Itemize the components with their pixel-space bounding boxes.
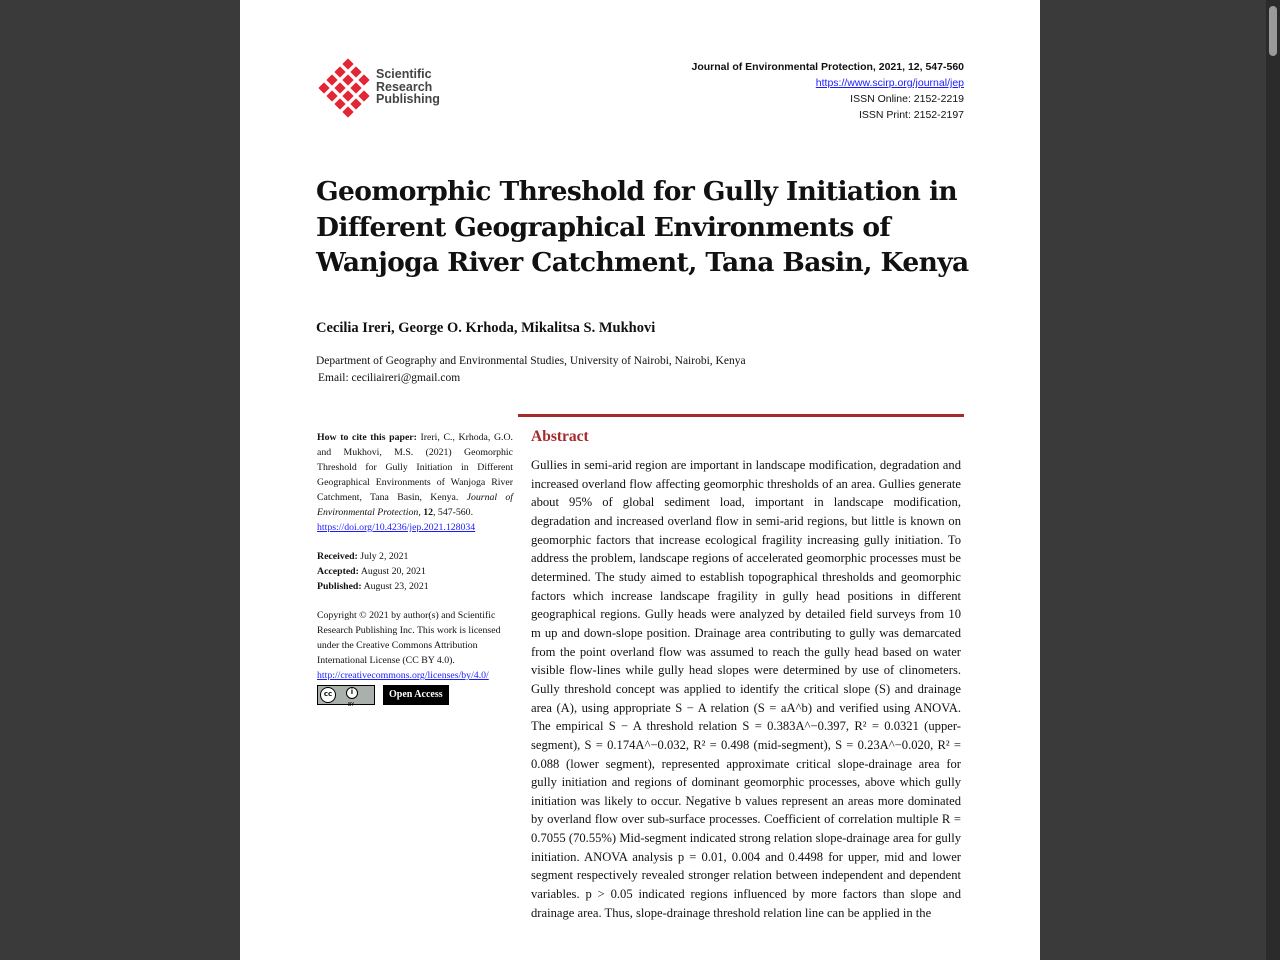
publisher-name-line: Research <box>376 79 433 94</box>
author-email: Email: ceciliaireri@gmail.com <box>318 372 461 384</box>
open-access-badge: Open Access <box>383 685 449 705</box>
abstract-heading: Abstract <box>531 428 589 445</box>
by-label: BY <box>348 702 355 708</box>
vertical-scrollbar[interactable] <box>1266 0 1280 960</box>
license-link[interactable]: http://creativecommons.org/licenses/by/4.0/ <box>317 670 489 681</box>
accepted-value: August 20, 2021 <box>360 566 426 577</box>
pdf-page <box>240 0 1040 960</box>
paper-title: Geomorphic Threshold for Gully Initiation in Different Geographical Environments of Wanjoga River Catchment, Tana Basin, Kenya <box>316 176 969 278</box>
publisher-name-line: Publishing <box>376 92 440 106</box>
cite-text: Ireri, C., Krhoda, G.O. and Mukhovi, M.S. (2021) Geomorphic Threshold for Gully Initiation in Different Geographical Environments of Wanjoga River Catchment, Tana Basin, Kenya. <box>317 432 514 503</box>
doi-link[interactable]: https://doi.org/10.4236/jep.2021.128034 <box>317 522 476 533</box>
cite-volume: 12 <box>423 507 434 518</box>
paper-authors: Cecilia Ireri, George O. Krhoda, Mikalitsa S. Mukhovi <box>316 320 656 336</box>
article-sidebar <box>317 430 514 708</box>
journal-url-link[interactable]: https://www.scirp.org/journal/jep <box>815 77 964 89</box>
cite-label: How to cite this paper: <box>317 432 417 443</box>
journal-citation: Journal of Environmental Protection, 2021, 12, 547-560 <box>691 61 964 73</box>
diamond-pattern-icon <box>318 58 374 118</box>
journal-info <box>691 59 964 123</box>
issn-print: ISSN Print: 2152-2197 <box>858 109 964 121</box>
received-value: July 2, 2021 <box>360 551 409 562</box>
attribution-icon: i <box>346 687 358 699</box>
copyright-block <box>317 608 513 708</box>
publisher-name-line: Scientific <box>376 67 432 81</box>
author-affiliation <box>316 353 746 387</box>
publisher-logo <box>318 58 448 118</box>
affiliation-text: Department of Geography and Environmental Studies, University of Nairobi, Nairobi, Kenya <box>316 355 746 367</box>
abstract-text: Gullies in semi-arid region are important in landscape modification, degradation and increased overland flow affecting geomorphic thresholds of an area. Gullies generate about 95% of global sediment load, important in landscape modification, degradation and increased overland flow in semi-arid regions, but little is known on geomorphic factors that increase ecological fragility increasing gully initiation. To address the problem, landscape regions of accelerated geomorphic processes must be determined. The study aimed to establish topographical thresholds and geomorphic factors which increase landscape fragility in gully head positions in different geographical regions. Gully heads were analyzed by detailed field surveys from 10 m up and down-slope position. Drainage area contributing to gully was demarcated from the point overland flow was assumed to reach the gully head based on water visible flow-lines while gully head slopes were determined by use of clinometers. Gully threshold concept was applied to identify the critical slope (S) and drainage area (A), using appropriate S − A relation (S = aA^b) and verified using ANOVA. The empirical S − A threshold relation S = 0.383A^−0.397, R² = 0.0321 (upper-segment), S = 0.174A^−0.032, R² = 0.498 (mid-segment), S = 0.23A^−0.020, R² = 0.088 (lower segment), represented approximate critical slope-drainage area for gully initiation and regions of dominant geomorphic processes, above which gully initiation was likely to occur. Negative b values represent an areas more dominated by overland flow over sub-surface processes. Coefficient of correlation multiple R = 0.7055 (70.55%) Mid-segment indicated strong relation slope-drainage area for gully initiation. ANOVA analysis p = 0.01, 0.004 and 0.4498 for upper, mid and lower segment respectively revealed stronger relation between independent and dependent variables. p > 0.05 indicated regions influenced by more factors than slope and drainage area. Thus, slope-drainage threshold relation line can be applied in the <box>531 458 961 920</box>
license-badges <box>317 685 513 708</box>
accepted-label: Accepted: <box>317 566 359 577</box>
cc-by-badge[interactable] <box>317 685 375 708</box>
accepted-date <box>317 564 513 579</box>
published-date <box>317 579 513 594</box>
scrollbar-thumb[interactable] <box>1269 6 1277 56</box>
dates-block <box>317 549 513 594</box>
issn-online: ISSN Online: 2152-2219 <box>850 93 964 105</box>
cc-icon: cc <box>320 687 336 703</box>
copyright-text: Copyright © 2021 by author(s) and Scientific Research Publishing Inc. This work is licensed under the Creative Commons Attribution International License (CC BY 4.0). <box>317 610 501 666</box>
cite-journal: Journal of Environmental Protection <box>317 492 514 518</box>
publisher-name <box>376 68 440 106</box>
received-label: Received: <box>317 551 358 562</box>
published-label: Published: <box>317 581 362 592</box>
citation-block: How to cite this paper: Ireri, C., Krhoda, G.O. and Mukhovi, M.S. (2021) Geomorphic Threshold for Gully Initiation in Different Geographical Environments of Wanjoga River Catchment, Tana Basin, Kenya. Journal of Environmental Protection, 12, 547-560. https://doi.org/10.4236/jep.2021.128034 <box>317 432 514 533</box>
published-value: August 23, 2021 <box>363 581 429 592</box>
cite-pages: 547-560. <box>437 507 474 518</box>
received-date <box>317 549 513 564</box>
abstract-divider <box>518 414 964 417</box>
